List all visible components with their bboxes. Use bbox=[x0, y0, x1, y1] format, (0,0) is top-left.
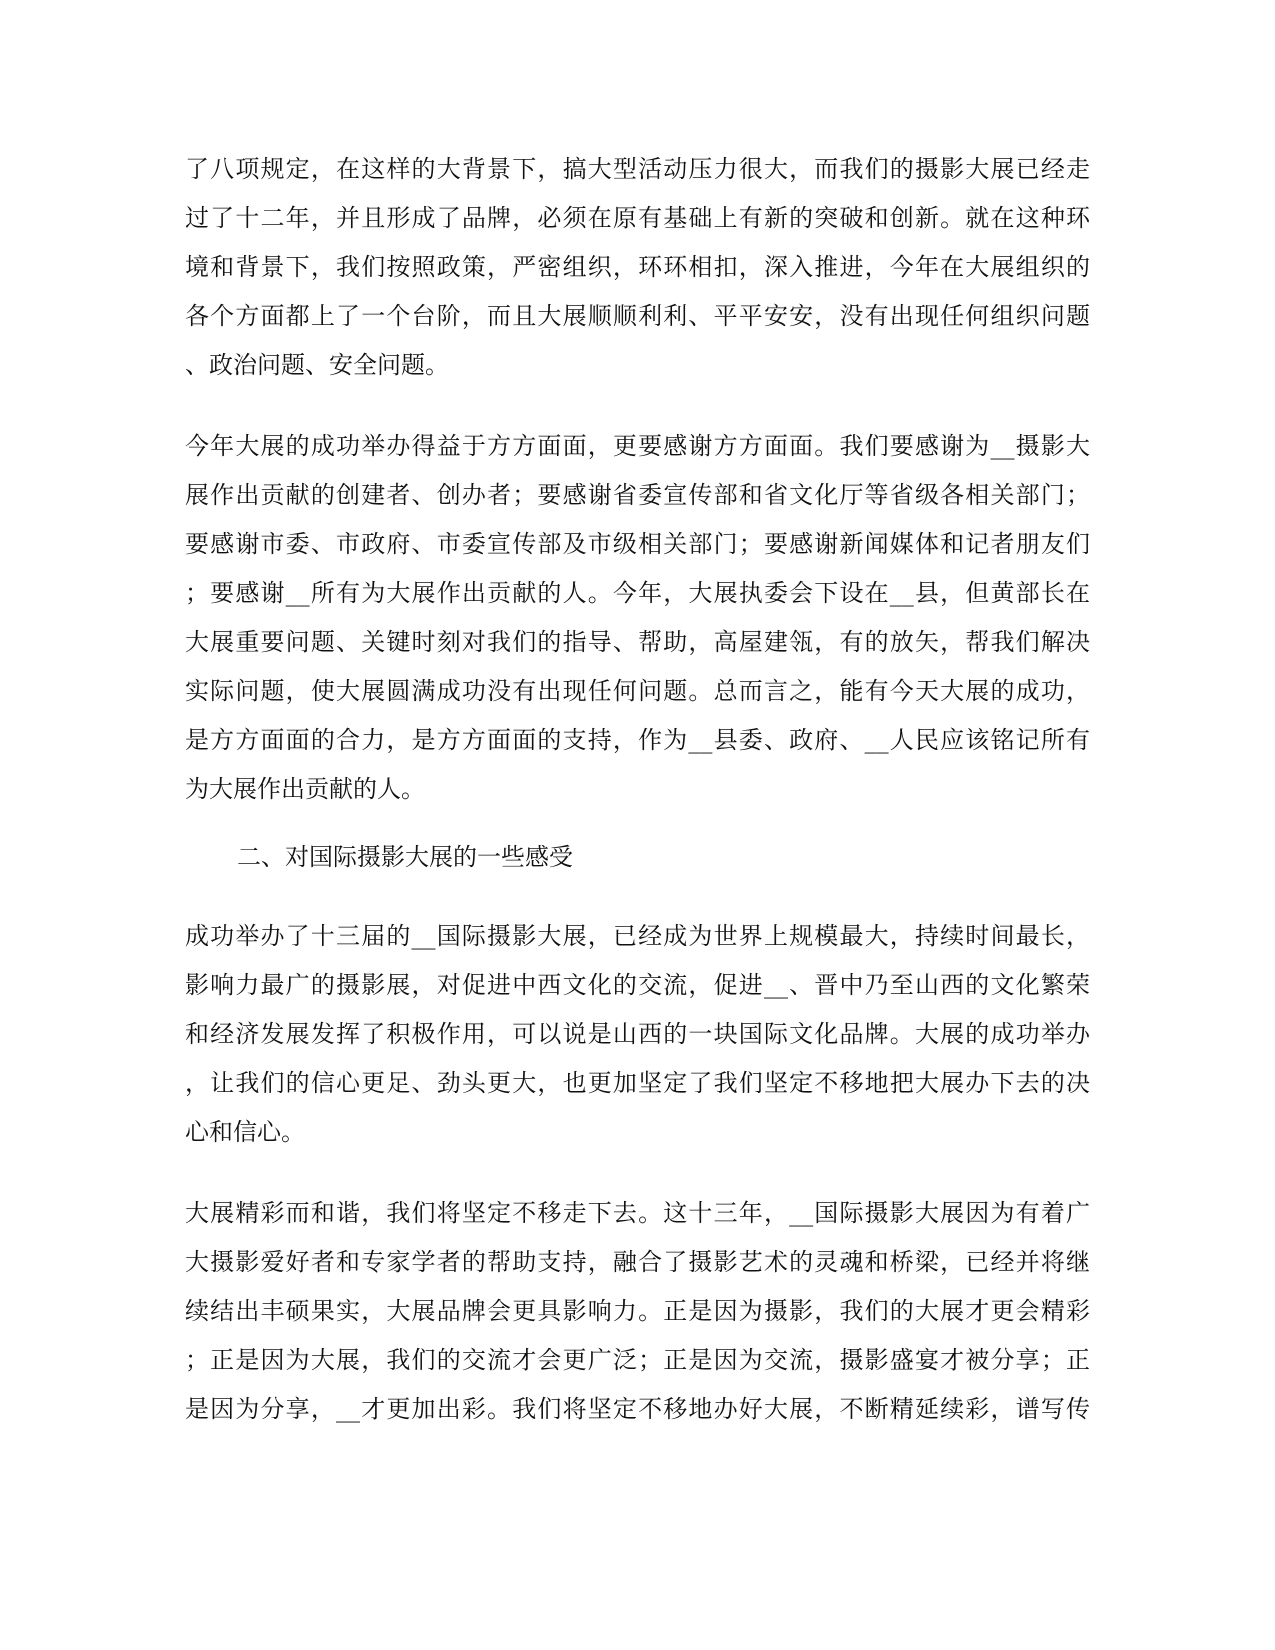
paragraph-line: ；要感谢__所有为大展作出贡献的人。今年，大展执委会下设在__县，但黄部长在 bbox=[185, 579, 1090, 607]
paragraph-line: 成功举办了十三届的__国际摄影大展，已经成为世界上规模最大，持续时间最长， bbox=[185, 922, 1090, 950]
paragraph-line: 境和背景下，我们按照政策，严密组织，环环相扣，深入推进，今年在大展组织的 bbox=[185, 253, 1090, 281]
paragraph-line: 心和信心。 bbox=[185, 1118, 305, 1146]
paragraph-line: 各个方面都上了一个台阶，而且大展顺顺利利、平平安安，没有出现任何组织问题 bbox=[185, 302, 1090, 330]
paragraph-line: 过了十二年，并且形成了品牌，必须在原有基础上有新的突破和创新。就在这种环 bbox=[185, 204, 1090, 232]
paragraph-line: 和经济发展发挥了积极作用，可以说是山西的一块国际文化品牌。大展的成功举办 bbox=[185, 1020, 1090, 1048]
paragraph-line: 了八项规定，在这样的大背景下，搞大型活动压力很大，而我们的摄影大展已经走 bbox=[185, 155, 1090, 183]
paragraph-1 bbox=[185, 145, 1090, 390]
paragraph-line: 续结出丰硕果实，大展品牌会更具影响力。正是因为摄影，我们的大展才更会精彩 bbox=[185, 1297, 1090, 1325]
paragraph-line: 大展精彩而和谐，我们将坚定不移走下去。这十三年，__国际摄影大展因为有着广 bbox=[185, 1199, 1090, 1227]
paragraph-line: 实际问题，使大展圆满成功没有出现任何问题。总而言之，能有今天大展的成功， bbox=[185, 677, 1090, 705]
paragraph-line: ，让我们的信心更足、劲头更大，也更加坚定了我们坚定不移地把大展办下去的决 bbox=[185, 1069, 1090, 1097]
paragraph-line: 影响力最广的摄影展，对促进中西文化的交流，促进__、晋中乃至山西的文化繁荣 bbox=[185, 971, 1090, 999]
paragraph-line: 大展重要问题、关键时刻对我们的指导、帮助，高屋建瓴，有的放矢，帮我们解决 bbox=[185, 628, 1090, 656]
paragraph-line: 、政治问题、安全问题。 bbox=[185, 351, 449, 379]
paragraph-line: 要感谢市委、市政府、市委宣传部及市级相关部门；要感谢新闻媒体和记者朋友们 bbox=[185, 530, 1090, 558]
section-heading: 二、对国际摄影大展的一些感受 bbox=[237, 843, 573, 871]
paragraph-line: 是方方面面的合力，是方方面面的支持，作为__县委、政府、__人民应该铭记所有 bbox=[185, 726, 1090, 754]
paragraph-line: 展作出贡献的创建者、创办者；要感谢省委宣传部和省文化厅等省级各相关部门； bbox=[185, 481, 1090, 509]
paragraph-3 bbox=[185, 912, 1090, 1157]
paragraph-2 bbox=[185, 422, 1090, 814]
paragraph-4 bbox=[185, 1189, 1090, 1434]
paragraph-line: ；正是因为大展，我们的交流才会更广泛；正是因为交流，摄影盛宴才被分享；正 bbox=[185, 1346, 1090, 1374]
paragraph-line: 为大展作出贡献的人。 bbox=[185, 775, 425, 803]
paragraph-line: 今年大展的成功举办得益于方方面面，更要感谢方方面面。我们要感谢为__摄影大 bbox=[185, 432, 1090, 460]
paragraph-line: 大摄影爱好者和专家学者的帮助支持，融合了摄影艺术的灵魂和桥梁，已经并将继 bbox=[185, 1248, 1090, 1276]
paragraph-line: 是因为分享，__才更加出彩。我们将坚定不移地办好大展，不断精延续彩，谱写传 bbox=[185, 1395, 1090, 1423]
